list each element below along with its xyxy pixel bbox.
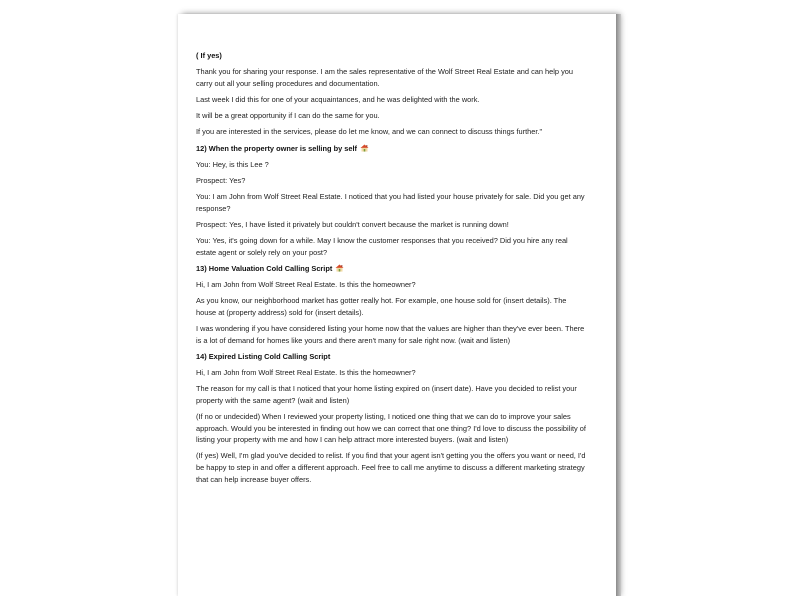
paragraph: (If yes) Well, I'm glad you've decided to relist. If you find that your agent isn't getting you the offers you want or need, I'd be happy to step in and offer a different approach. Feel free to call me anytime to discuss a different marketing strategy that can help increase buyer offers. xyxy=(196,451,586,484)
paragraph: You: Hey, is this Lee ? xyxy=(196,159,269,169)
heading-text: 13) Home Valuation Cold Calling Script xyxy=(196,263,333,273)
paragraph: Prospect: Yes? xyxy=(196,175,246,185)
paragraph: As you know, our neighborhood market has gotter really hot. For example, one house sold for (insert details). The house at (property address) sold for (insert details). xyxy=(196,296,567,317)
paragraph: (If no or undecided) When I reviewed your property listing, I noticed one thing that we can do to improve your sales approach. Would you be interested in finding out how we can correct that one thing? I'd love to discuss the possibility of listing your property with me and how I can help attract more interested buyers. (wait and listen) xyxy=(196,411,586,445)
paragraph: The reason for my call is that I noticed that your home listing expired on (insert date). Have you decided to relist your property with the same agent? (wait and listen) xyxy=(196,384,577,405)
page-edge-shadow xyxy=(616,14,621,596)
paragraph: I was wondering if you have considered listing your home now that the values are higher than they've ever been. There is a lot of demand for homes like yours and there aren't many for sale right now. (wait and listen) xyxy=(196,324,585,345)
document-page xyxy=(178,14,616,596)
heading-14-expired-listing: 14) Expired Listing Cold Calling Script xyxy=(196,351,331,361)
heading-if-yes: ( If yes) xyxy=(196,51,222,60)
paragraph: Hi, I am John from Wolf Street Real Estate. Is this the homeowner? xyxy=(196,280,416,290)
house-emoji-icon xyxy=(360,144,369,152)
paragraph: Thank you for sharing your response. I am the sales representative of the Wolf Street Real Estate and can help you carry out all your selling procedures and documentation. xyxy=(196,67,573,88)
heading-13-home-valuation xyxy=(196,263,586,275)
paragraph: Hi, I am John from Wolf Street Real Estate. Is this the homeowner? xyxy=(196,367,416,377)
paragraph: You: I am John from Wolf Street Real Estate. I noticed that you had listed your house privately for sale. Did you get any response? xyxy=(196,192,585,213)
paragraph: If you are interested in the services, please do let me know, and we can connect to discuss things further." xyxy=(196,127,543,137)
document-content xyxy=(196,50,586,490)
paragraph: It will be a great opportunity if I can do the same for you. xyxy=(196,111,380,121)
paragraph: You: Yes, it's going down for a while. May I know the customer responses that you received? Did you hire any real estate agent or solely rely on your post? xyxy=(196,236,568,257)
heading-text: 12) When the property owner is selling by self xyxy=(196,143,357,153)
house-emoji-icon xyxy=(335,264,344,272)
paragraph: Last week I did this for one of your acquaintances, and he was delighted with the work. xyxy=(196,94,480,104)
paragraph: Prospect: Yes, I have listed it privately but couldn't convert because the market is running down! xyxy=(196,219,509,229)
heading-12-selling-by-self xyxy=(196,143,586,155)
